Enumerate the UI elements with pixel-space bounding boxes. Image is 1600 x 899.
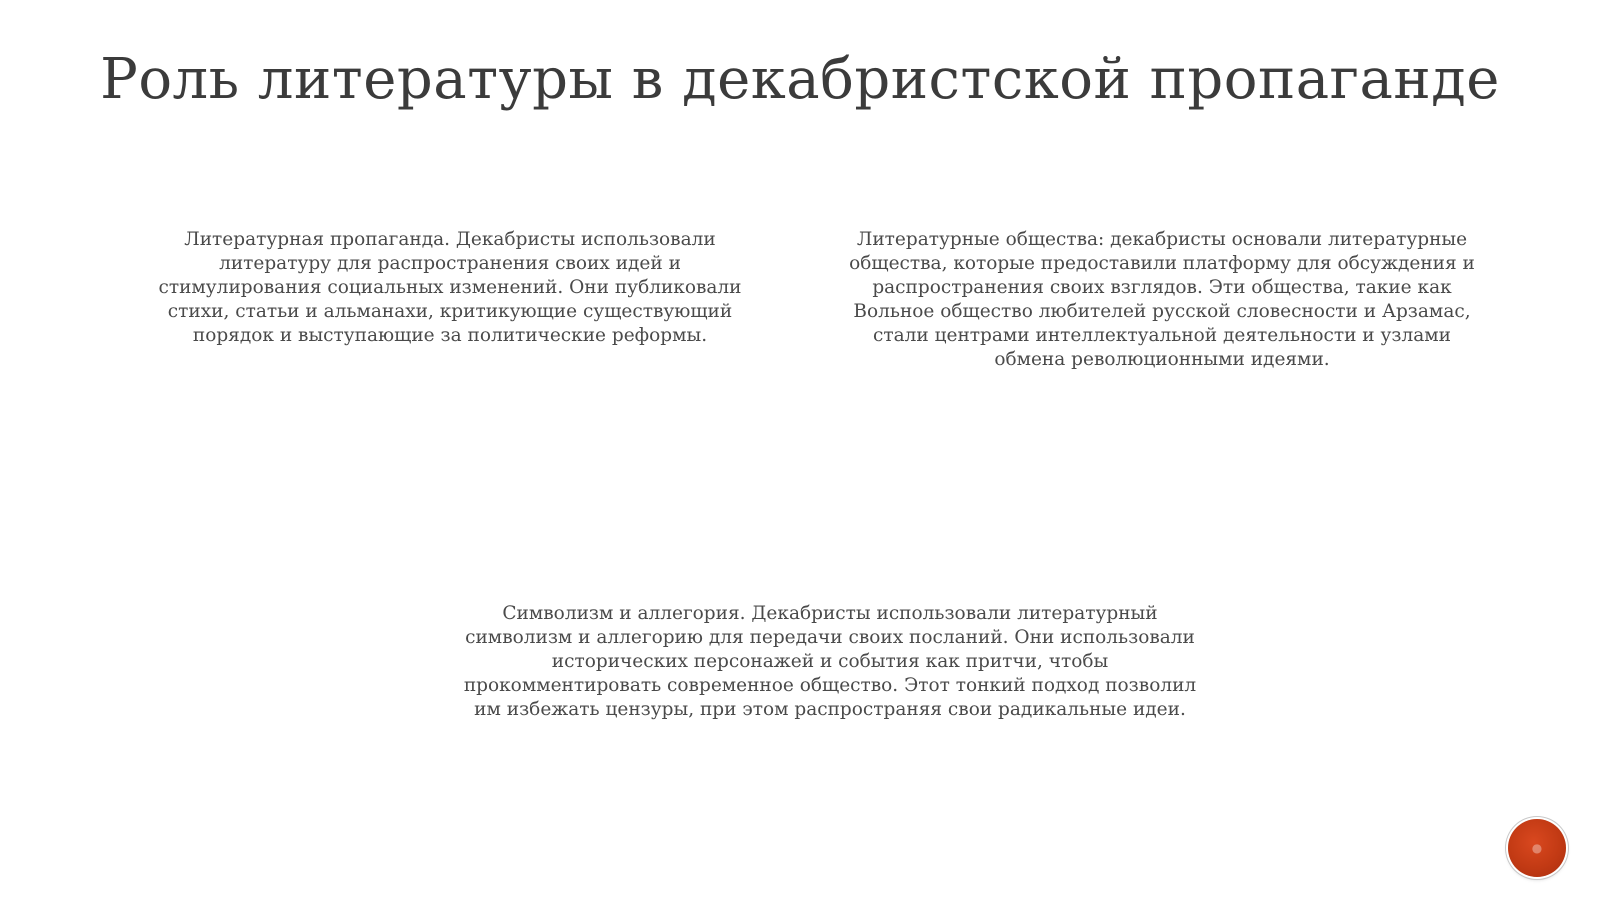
text-block-literary-propaganda: Литературная пропаганда. Декабристы использовали литературу для распространения своих идей и стимулирования социальных изменений. Они публиковали стихи, статьи и альманахи, критикующие существующий порядок и выступающие за политические реформы.: [158, 229, 742, 346]
nav-circle-icon: ●: [1531, 841, 1543, 855]
text-block-symbolism-allegory: Символизм и аллегория. Декабристы использовали литературный символизм и аллегорию для передачи своих посланий. Они использовали исторических персонажей и события как притчи, чтобы прокомментировать современное общество. Этот тонкий подход позволил им избежать цензуры, при этом распространяя свои радикальные идеи.: [463, 603, 1197, 720]
text-block-literary-societies: Литературные общества: декабристы основали литературные общества, которые предоставили платформу для обсуждения и распространения своих взглядов. Эти общества, такие как Вольное общество любителей русской словесности и Арзамас, стали центрами интеллектуальной деятельности и узлами обмена революционными идеями.: [849, 229, 1475, 370]
slide-title: Роль литературы в декабристской пропаганде: [100, 47, 1500, 112]
slide-nav-button[interactable]: [1508, 819, 1566, 877]
